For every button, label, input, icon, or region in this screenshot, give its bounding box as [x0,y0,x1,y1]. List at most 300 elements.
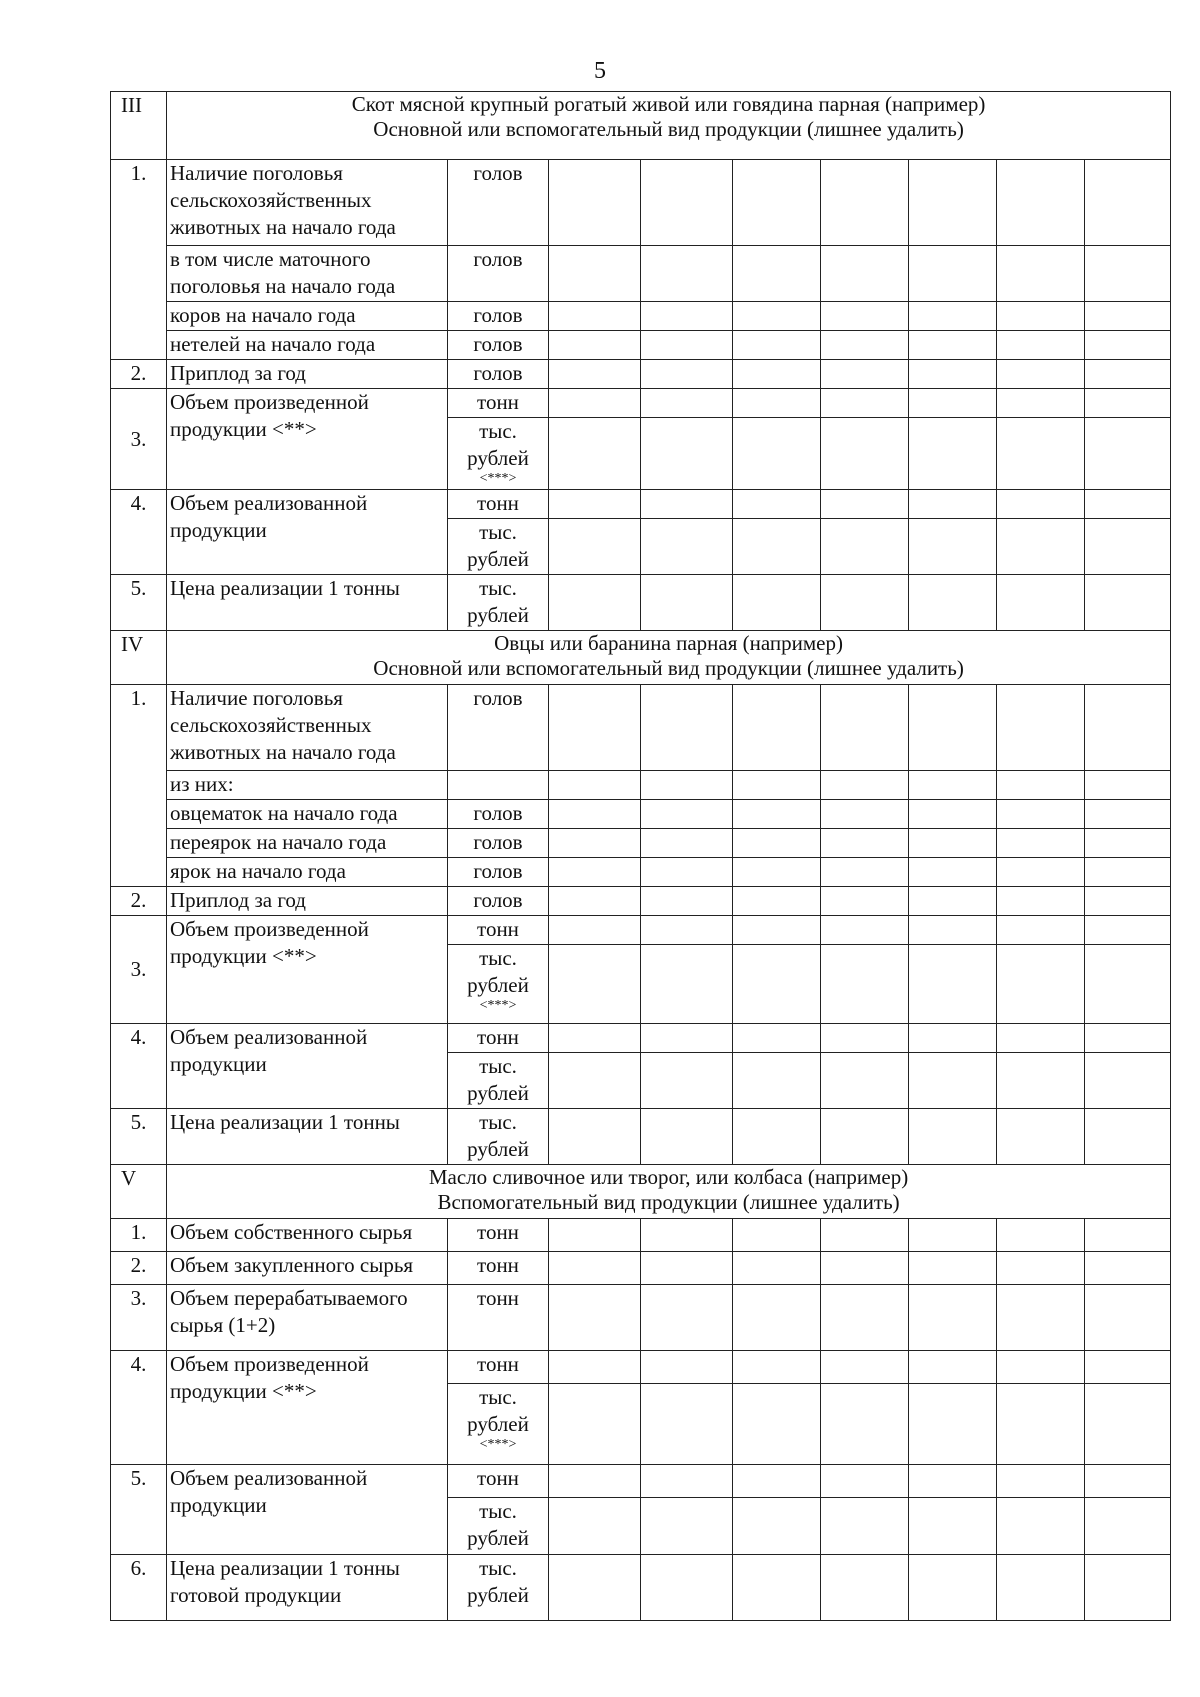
input-cell[interactable] [549,1252,641,1285]
input-cell[interactable] [1085,858,1171,887]
input-cell[interactable] [549,302,641,331]
row-number: 3. [111,389,167,490]
input-cell[interactable] [821,490,909,519]
input-cell[interactable] [549,1384,641,1465]
input-cell[interactable] [1085,685,1171,771]
unit-text: тыс. рублей [467,946,529,997]
input-cell[interactable] [549,916,641,945]
table-row [111,389,1171,418]
input-cell[interactable] [1085,771,1171,800]
input-cell[interactable] [1085,1384,1171,1465]
input-cell[interactable] [549,887,641,916]
input-cell[interactable] [641,1219,733,1252]
input-cell[interactable] [821,800,909,829]
row-label: в том числе маточного поголовья на начало года [167,246,448,302]
input-cell[interactable] [549,1219,641,1252]
row-number: 5. [111,1109,167,1165]
input-cell[interactable] [997,1252,1085,1285]
input-cell[interactable] [909,519,997,575]
input-cell[interactable] [997,360,1085,389]
input-cell[interactable] [997,858,1085,887]
table-row [111,246,1171,302]
input-cell[interactable] [821,945,909,1024]
row-number: 4. [111,490,167,575]
input-cell[interactable] [641,1351,733,1384]
input-cell[interactable] [997,519,1085,575]
row-label: Приплод за год [167,360,448,389]
input-cell[interactable] [733,887,821,916]
input-cell[interactable] [549,1465,641,1498]
unit-cell: голов [448,246,549,302]
input-cell[interactable] [733,360,821,389]
input-cell[interactable] [1085,887,1171,916]
input-cell[interactable] [549,945,641,1024]
row-label: нетелей на начало года [167,331,448,360]
input-cell[interactable] [733,389,821,418]
input-cell[interactable] [733,916,821,945]
input-cell[interactable] [549,160,641,246]
table-row [111,685,1171,771]
table-row [111,1024,1171,1053]
table-row [111,360,1171,389]
input-cell[interactable] [733,160,821,246]
unit-cell [448,1384,549,1465]
input-cell[interactable] [549,331,641,360]
input-cell[interactable] [1085,389,1171,418]
unit-cell: тыс. рублей [448,575,549,631]
table-row [111,331,1171,360]
row-label: из них: [167,771,448,800]
input-cell[interactable] [821,246,909,302]
table-row [111,887,1171,916]
input-cell[interactable] [821,1024,909,1053]
input-cell[interactable] [549,829,641,858]
input-cell[interactable] [733,575,821,631]
row-label: Объем реализованной продукции [167,1465,448,1555]
unit-cell: тонн [448,389,549,418]
input-cell[interactable] [821,331,909,360]
input-cell[interactable] [1085,1219,1171,1252]
input-cell[interactable] [641,575,733,631]
input-cell[interactable] [733,829,821,858]
section-number: III [111,92,167,160]
table-row [111,490,1171,519]
input-cell[interactable] [997,1109,1085,1165]
input-cell[interactable] [909,246,997,302]
input-cell[interactable] [909,490,997,519]
unit-cell: голов [448,160,549,246]
input-cell[interactable] [641,160,733,246]
input-cell[interactable] [1085,302,1171,331]
input-cell[interactable] [821,1053,909,1109]
unit-cell: тонн [448,1465,549,1498]
section-header-row [111,1165,1171,1219]
input-cell[interactable] [1085,800,1171,829]
input-cell[interactable] [549,1285,641,1351]
input-cell[interactable] [821,916,909,945]
input-cell[interactable] [733,490,821,519]
input-cell[interactable] [821,1498,909,1555]
input-cell[interactable] [821,160,909,246]
unit-cell: тонн [448,1285,549,1351]
input-cell[interactable] [733,1252,821,1285]
input-cell[interactable] [909,887,997,916]
input-cell[interactable] [909,916,997,945]
input-cell[interactable] [733,1384,821,1465]
unit-cell: тыс. рублей [448,519,549,575]
input-cell[interactable] [909,685,997,771]
table-row [111,1252,1171,1285]
row-label: Объем собственного сырья [167,1219,448,1252]
input-cell[interactable] [821,858,909,887]
input-cell[interactable] [1085,1555,1171,1621]
input-cell[interactable] [641,1465,733,1498]
row-number: 1. [111,160,167,360]
input-cell[interactable] [1085,490,1171,519]
input-cell[interactable] [997,1384,1085,1465]
unit-cell [448,418,549,490]
input-cell[interactable] [909,302,997,331]
input-cell[interactable] [549,858,641,887]
input-cell[interactable] [641,418,733,490]
unit-text: тыс. рублей [467,419,529,470]
input-cell[interactable] [733,418,821,490]
input-cell[interactable] [641,771,733,800]
input-cell[interactable] [821,360,909,389]
section-title-line1: Овцы или баранина парная (например) [494,631,843,655]
input-cell[interactable] [549,1498,641,1555]
input-cell[interactable] [997,490,1085,519]
input-cell[interactable] [549,490,641,519]
footnote-mark: <***> [479,471,517,486]
input-cell[interactable] [909,1219,997,1252]
input-cell[interactable] [1085,418,1171,490]
input-cell[interactable] [821,575,909,631]
input-cell[interactable] [733,1053,821,1109]
unit-cell: тонн [448,490,549,519]
input-cell[interactable] [909,575,997,631]
input-cell[interactable] [909,418,997,490]
input-cell[interactable] [641,1384,733,1465]
input-cell[interactable] [909,858,997,887]
input-cell[interactable] [909,945,997,1024]
unit-cell [448,771,549,800]
row-label: Наличие поголовья сельскохозяйственных животных на начало года [167,685,448,771]
input-cell[interactable] [733,1285,821,1351]
input-cell[interactable] [733,246,821,302]
input-cell[interactable] [1085,575,1171,631]
input-cell[interactable] [997,1024,1085,1053]
input-cell[interactable] [821,1384,909,1465]
input-cell[interactable] [821,771,909,800]
input-cell[interactable] [641,800,733,829]
input-cell[interactable] [641,858,733,887]
input-cell[interactable] [549,771,641,800]
input-cell[interactable] [821,1109,909,1165]
input-cell[interactable] [909,331,997,360]
input-cell[interactable] [821,1252,909,1285]
input-cell[interactable] [997,1053,1085,1109]
row-label: Цена реализации 1 тонны [167,575,448,631]
row-number: 2. [111,887,167,916]
input-cell[interactable] [997,246,1085,302]
input-cell[interactable] [997,302,1085,331]
input-cell[interactable] [733,302,821,331]
row-number: 1. [111,1219,167,1252]
table-row [111,858,1171,887]
input-cell[interactable] [997,389,1085,418]
input-cell[interactable] [733,1498,821,1555]
input-cell[interactable] [1085,519,1171,575]
row-label: Наличие поголовья сельскохозяйственных животных на начало года [167,160,448,246]
row-label: ярок на начало года [167,858,448,887]
input-cell[interactable] [821,1219,909,1252]
section-number: IV [111,631,167,685]
row-label: овцематок на начало года [167,800,448,829]
input-cell[interactable] [733,771,821,800]
unit-cell: тонн [448,1219,549,1252]
row-label: Объем произведенной продукции <**> [167,916,448,1024]
unit-cell: тонн [448,1024,549,1053]
input-cell[interactable] [909,829,997,858]
row-number: 2. [111,1252,167,1285]
input-cell[interactable] [641,331,733,360]
input-cell[interactable] [641,360,733,389]
input-cell[interactable] [1085,1285,1171,1351]
unit-cell: голов [448,302,549,331]
input-cell[interactable] [997,1555,1085,1621]
input-cell[interactable] [997,829,1085,858]
input-cell[interactable] [549,360,641,389]
input-cell[interactable] [549,575,641,631]
input-cell[interactable] [997,331,1085,360]
input-cell[interactable] [733,858,821,887]
input-cell[interactable] [641,685,733,771]
table-row [111,1465,1171,1498]
input-cell[interactable] [909,1465,997,1498]
input-cell[interactable] [1085,331,1171,360]
section-header-row [111,631,1171,685]
row-label: переярок на начало года [167,829,448,858]
input-cell[interactable] [997,1219,1085,1252]
input-cell[interactable] [549,1555,641,1621]
input-cell[interactable] [997,887,1085,916]
input-cell[interactable] [1085,1109,1171,1165]
input-cell[interactable] [641,887,733,916]
input-cell[interactable] [1085,360,1171,389]
input-cell[interactable] [997,1498,1085,1555]
section-title [167,631,1171,685]
input-cell[interactable] [733,1351,821,1384]
input-cell[interactable] [821,519,909,575]
section-header-row [111,92,1171,160]
input-cell[interactable] [909,1053,997,1109]
input-cell[interactable] [641,1252,733,1285]
unit-cell: голов [448,829,549,858]
input-cell[interactable] [909,1252,997,1285]
unit-cell [448,945,549,1024]
input-cell[interactable] [1085,1465,1171,1498]
unit-cell: тыс. рублей [448,1053,549,1109]
input-cell[interactable] [909,1109,997,1165]
input-cell[interactable] [549,389,641,418]
input-cell[interactable] [997,418,1085,490]
input-cell[interactable] [997,1285,1085,1351]
section-title [167,92,1171,160]
section-title-line2: Основной или вспомогательный вид продукции (лишнее удалить) [373,656,964,680]
input-cell[interactable] [997,160,1085,246]
input-cell[interactable] [549,1109,641,1165]
input-cell[interactable] [997,800,1085,829]
input-cell[interactable] [821,1465,909,1498]
input-cell[interactable] [641,1024,733,1053]
input-cell[interactable] [1085,829,1171,858]
input-cell[interactable] [821,685,909,771]
unit-cell: тонн [448,1252,549,1285]
input-cell[interactable] [909,771,997,800]
input-cell[interactable] [909,1351,997,1384]
unit-cell: голов [448,360,549,389]
unit-cell: голов [448,858,549,887]
section-title-line2: Основной или вспомогательный вид продукции (лишнее удалить) [373,117,964,141]
row-number: 1. [111,685,167,887]
input-cell[interactable] [997,1465,1085,1498]
input-cell[interactable] [733,1555,821,1621]
input-cell[interactable] [909,1285,997,1351]
input-cell[interactable] [997,575,1085,631]
input-cell[interactable] [733,331,821,360]
input-cell[interactable] [549,1351,641,1384]
input-cell[interactable] [641,945,733,1024]
input-cell[interactable] [549,1053,641,1109]
input-cell[interactable] [641,916,733,945]
input-cell[interactable] [821,389,909,418]
input-cell[interactable] [641,829,733,858]
section-number: V [111,1165,167,1219]
input-cell[interactable] [549,246,641,302]
row-number: 4. [111,1351,167,1465]
footnote-mark: <***> [479,1437,517,1452]
row-label: Объем реализованной продукции [167,1024,448,1109]
input-cell[interactable] [549,519,641,575]
unit-cell: голов [448,685,549,771]
input-cell[interactable] [1085,1024,1171,1053]
row-label: Приплод за год [167,887,448,916]
table-row [111,1219,1171,1252]
input-cell[interactable] [821,829,909,858]
input-cell[interactable] [1085,1252,1171,1285]
table-row [111,1555,1171,1621]
input-cell[interactable] [909,1555,997,1621]
input-cell[interactable] [997,916,1085,945]
row-number: 4. [111,1024,167,1109]
row-label: Цена реализации 1 тонны [167,1109,448,1165]
input-cell[interactable] [733,1109,821,1165]
input-cell[interactable] [909,360,997,389]
input-cell[interactable] [641,389,733,418]
row-number: 5. [111,1465,167,1555]
input-cell[interactable] [909,160,997,246]
input-cell[interactable] [909,1498,997,1555]
table-row [111,160,1171,246]
input-cell[interactable] [1085,1498,1171,1555]
input-cell[interactable] [733,1024,821,1053]
input-cell[interactable] [733,800,821,829]
input-cell[interactable] [641,519,733,575]
input-cell[interactable] [733,1219,821,1252]
input-cell[interactable] [909,389,997,418]
input-cell[interactable] [821,1555,909,1621]
input-cell[interactable] [909,800,997,829]
row-number: 6. [111,1555,167,1621]
page-number: 5 [594,58,606,84]
input-cell[interactable] [733,685,821,771]
input-cell[interactable] [549,1024,641,1053]
input-cell[interactable] [1085,945,1171,1024]
row-label: Объем произведенной продукции <**> [167,1351,448,1465]
input-cell[interactable] [821,1351,909,1384]
input-cell[interactable] [1085,916,1171,945]
row-number: 2. [111,360,167,389]
row-label: Объем перерабатываемого сырья (1+2) [167,1285,448,1351]
input-cell[interactable] [641,1498,733,1555]
section-title-line1: Скот мясной крупный рогатый живой или говядина парная (например) [351,92,986,116]
table-row [111,575,1171,631]
input-cell[interactable] [549,685,641,771]
unit-cell: голов [448,331,549,360]
unit-cell: тыс. рублей [448,1109,549,1165]
input-cell[interactable] [1085,1351,1171,1384]
table-row [111,1285,1171,1351]
footnote-mark: <***> [479,998,517,1013]
input-cell[interactable] [641,1285,733,1351]
input-cell[interactable] [641,1555,733,1621]
input-cell[interactable] [909,1384,997,1465]
unit-cell: тонн [448,916,549,945]
table-row [111,771,1171,800]
input-cell[interactable] [733,519,821,575]
input-cell[interactable] [997,685,1085,771]
input-cell[interactable] [821,1285,909,1351]
section-title-line2: Вспомогательный вид продукции (лишнее удалить) [437,1190,900,1214]
row-label: Объем произведенной продукции <**> [167,389,448,490]
input-cell[interactable] [821,302,909,331]
input-cell[interactable] [1085,160,1171,246]
input-cell[interactable] [641,1053,733,1109]
input-cell[interactable] [641,302,733,331]
table-row [111,800,1171,829]
section-title [167,1165,1171,1219]
input-cell[interactable] [641,1109,733,1165]
input-cell[interactable] [1085,1053,1171,1109]
table-row [111,1109,1171,1165]
input-cell[interactable] [641,246,733,302]
input-cell[interactable] [549,418,641,490]
input-cell[interactable] [549,800,641,829]
input-cell[interactable] [821,887,909,916]
input-cell[interactable] [997,945,1085,1024]
input-cell[interactable] [733,1465,821,1498]
input-cell[interactable] [641,490,733,519]
row-number: 3. [111,1285,167,1351]
input-cell[interactable] [997,1351,1085,1384]
unit-text: тыс. рублей [467,1385,529,1436]
input-cell[interactable] [909,1024,997,1053]
input-cell[interactable] [733,945,821,1024]
input-cell[interactable] [1085,246,1171,302]
input-cell[interactable] [821,418,909,490]
input-cell[interactable] [997,771,1085,800]
